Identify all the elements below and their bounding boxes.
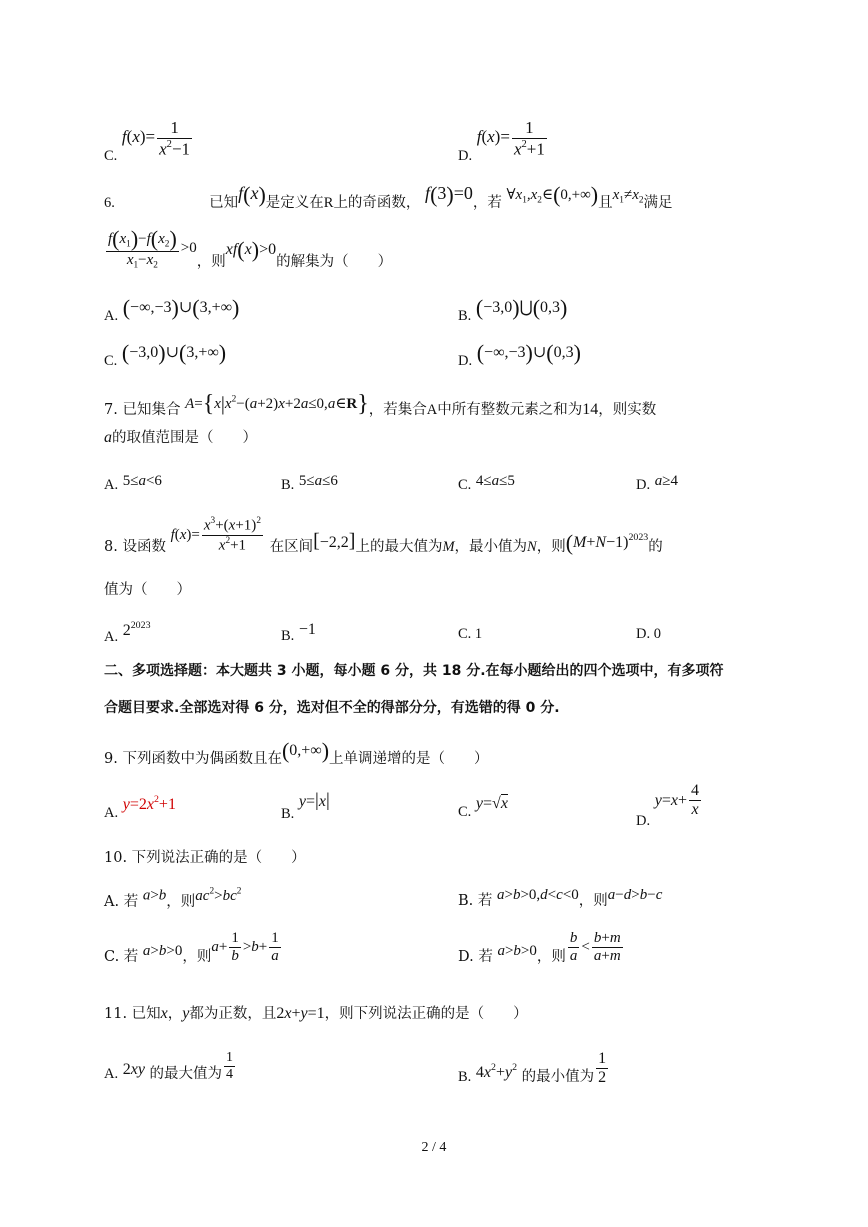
q11-stem <box>104 1004 528 1023</box>
q8-text-2: 上的最大值为 <box>355 538 443 555</box>
q7-stem-line2 <box>104 428 257 447</box>
q6-text-3: 上的奇函数， <box>333 195 421 211</box>
q10-c-label: C. 若 <box>104 949 139 966</box>
q11-y: y <box>182 1005 190 1022</box>
q9-stem-2: 上单调递增的是（ ） <box>329 751 489 767</box>
q10-option-b[interactable] <box>458 886 663 909</box>
q10-b-label: B. 若 <box>458 893 493 909</box>
q9-option-b[interactable] <box>281 790 330 822</box>
q8-a-formula: $2^{2023}$ <box>122 620 151 639</box>
q9-option-a[interactable] <box>104 790 176 821</box>
q6-text-2: 是定义在 <box>265 195 324 211</box>
q6-text-4: ，若 <box>472 195 502 211</box>
q10-a-conclusion: $ac^2>bc^2$ <box>195 886 242 904</box>
q7-option-a[interactable] <box>104 472 162 493</box>
q8-N: N <box>527 538 537 555</box>
q6-d-formula: (−∞,−3)∪(0,3) <box>476 340 581 365</box>
q7-c-label: C. <box>458 477 472 493</box>
q7-c-formula: 4≤a≤5 <box>475 473 515 489</box>
q7-a-var: a <box>104 429 112 446</box>
q6-neq: $x_1\ne x_2$ <box>612 187 644 206</box>
q7-text-2: 中所有整数元素之和为 <box>437 402 583 418</box>
q11-b-text: 的最小值为 <box>521 1068 595 1085</box>
q11-a-value: $\frac{1}{4}$ <box>226 1050 234 1083</box>
q7-stem-line1 <box>104 390 656 419</box>
q11-option-a[interactable] <box>104 1050 237 1083</box>
q10-d-conclusion: $\frac{b}{a}$ < $\frac{b+m}{a+m}$ <box>569 930 621 965</box>
q8-expression: $(M+N-1)^{2023}$ <box>565 529 649 555</box>
q7-text-3: ，则实数 <box>598 402 657 418</box>
q11-constraint: 2x+y=1 <box>276 1005 325 1022</box>
q8-d-label: D. 0 <box>636 626 661 642</box>
q11-b-label: B. <box>458 1068 472 1085</box>
q11-stem-3: 都为正数，且 <box>189 1006 277 1022</box>
q6-c-formula: (−3,0)∪(3,+∞) <box>121 340 227 365</box>
q11-a-text: 的最大值为 <box>149 1065 223 1082</box>
q9-option-c[interactable] <box>458 790 508 820</box>
q11-a-expression: 2xy <box>122 1060 145 1078</box>
q6-text-5: 且 <box>598 195 613 211</box>
q7-text-4: 的取值范围是（ ） <box>112 430 257 446</box>
q7-set: $A=\{x|x^2-(a+2)x+2a\le 0,a\in R\}$ <box>185 391 369 417</box>
q7-a-formula: 5≤a<6 <box>122 473 162 489</box>
q6-fraction: $\frac{f(x_1)-f(x_2)}{x_1-x_2}$ >0 <box>108 226 197 271</box>
q8-option-a[interactable] <box>104 620 151 645</box>
q6-option-c[interactable] <box>104 340 227 369</box>
q5-d-label: D. <box>458 148 473 165</box>
q8-text-5: 的 <box>648 538 663 555</box>
q9-stem <box>104 738 489 767</box>
q8-option-c[interactable] <box>458 626 482 643</box>
q6-text-7: ，则 <box>196 254 226 271</box>
q8-text-3: ，最小值为 <box>454 538 528 555</box>
q7-b-label: B. <box>281 477 295 493</box>
q6-forall: $\forall x_1,x_2\in(0,+\infty)$ <box>506 182 599 207</box>
q9-stem-1: 9. 下列函数中为偶函数且在 <box>104 751 282 767</box>
q9-a-label: A. <box>104 804 119 821</box>
q6-text-1: 已知 <box>209 195 239 211</box>
q7-fourteen: 14 <box>582 401 599 418</box>
q6-f3: f(3)=0 <box>425 182 473 207</box>
q6-stem-line2 <box>104 226 392 271</box>
q6-fx: f(x) <box>238 182 266 207</box>
q6-text-8: 的解集为（ ） <box>276 254 393 271</box>
q6-text-6: 满足 <box>643 195 673 211</box>
q10-a-condition: a>b <box>142 887 167 904</box>
q7-A: A <box>426 402 438 418</box>
section2-heading-line1: 二、多项选择题：本大题共 3 小题，每小题 6 分，共 18 分.在每小题给出的四个选项中，有多项符 <box>104 663 724 679</box>
q5-option-c <box>104 118 194 165</box>
q7-a-label: A. <box>104 477 119 493</box>
q11-x: x <box>160 1005 168 1022</box>
q6-xfx: xf(x)>0 <box>225 237 277 263</box>
q6-option-b[interactable] <box>458 295 568 324</box>
q10-a-label: A. 若 <box>104 893 139 910</box>
q10-option-c[interactable] <box>104 930 283 966</box>
q7-option-d[interactable] <box>636 472 678 493</box>
q9-c-label: C. <box>458 804 472 820</box>
q10-a-mid: ，则 <box>166 893 196 910</box>
q6-c-label: C. <box>104 353 118 369</box>
q9-d-label: D. <box>636 812 651 829</box>
q10-c-conclusion: a+ $\frac{1}{b}$ >b+ $\frac{1}{a}$ <box>211 930 279 965</box>
q8-stem-line1 <box>104 516 663 555</box>
q8-option-d[interactable] <box>636 626 661 643</box>
q6-stem-line1 <box>104 182 673 211</box>
q10-option-d[interactable] <box>458 930 625 966</box>
q5-c-formula: f(x)= $\frac{1}{x^2-1}$ <box>121 118 191 158</box>
q10-d-mid: ，则 <box>536 949 566 966</box>
q7-number: 7. 已知集合 <box>104 402 181 418</box>
q10-c-condition: a>b>0 <box>142 943 183 960</box>
q8-a-label: A. <box>104 628 119 645</box>
q9-option-d[interactable] <box>636 782 703 829</box>
q10-option-a[interactable] <box>104 886 242 910</box>
q6-option-a[interactable] <box>104 295 240 324</box>
q5-option-d <box>458 118 549 165</box>
q11-b-value: $\frac{1}{2}$ <box>598 1050 607 1087</box>
q9-b-label: B. <box>281 806 295 822</box>
q10-stem: 10. 下列说法正确的是（ ） <box>104 850 306 866</box>
q6-d-label: D. <box>458 353 473 369</box>
q7-d-label: D. <box>636 477 651 493</box>
q10-d-label: D. 若 <box>458 949 493 966</box>
section2-heading-line2: 合题目要求.全部选对得 6 分，选对但不全的得部分分，有选错的得 0 分. <box>104 700 560 716</box>
q11-stem-1: 11. 已知 <box>104 1006 161 1022</box>
q9-c-formula: y=√x <box>475 795 508 812</box>
q7-d-formula: a≥4 <box>654 473 678 489</box>
q9-a-formula: $y=2x^2+1$ <box>122 794 176 813</box>
q11-stem-2: ， <box>167 1006 183 1022</box>
q9-interval: (0,+∞) <box>281 738 330 763</box>
q7-option-c[interactable] <box>458 472 515 493</box>
q6-b-formula: (−3,0)⋃(0,3) <box>475 295 568 320</box>
q6-R: R <box>323 195 334 211</box>
q8-M: M <box>442 538 455 555</box>
q6-a-formula: (−∞,−3)∪(3,+∞) <box>122 295 240 320</box>
q8-number: 8. 设函数 <box>104 538 166 555</box>
q11-stem-4: ，则下列说法正确的是（ ） <box>324 1006 528 1022</box>
q8-text-6: 值为（ ） <box>104 582 191 598</box>
q7-b-formula: 5≤a≤6 <box>298 473 338 489</box>
q11-b-expression: $4x^2+y^2$ <box>475 1061 518 1081</box>
q9-d-formula: y=x+ $\frac{4}{x}$ <box>654 782 699 819</box>
q10-c-mid: ，则 <box>182 949 212 966</box>
q7-text-1: ，若集合 <box>368 402 427 418</box>
q7-option-b[interactable] <box>281 472 338 493</box>
q6-option-d[interactable] <box>458 340 581 369</box>
q5-c-label: C. <box>104 148 118 165</box>
q8-option-b[interactable] <box>281 620 316 644</box>
q11-option-b[interactable] <box>458 1050 610 1088</box>
q8-c-label: C. 1 <box>458 626 483 642</box>
q5-d-formula: f(x)= $\frac{1}{x^2+1}$ <box>476 118 545 158</box>
q6-b-label: B. <box>458 308 472 324</box>
page-number: 2 / 4 <box>421 1140 447 1155</box>
q10-b-conclusion: a−d>b−c <box>607 887 663 903</box>
q6-a-label: A. <box>104 308 119 324</box>
q6-number: 6. <box>104 195 115 211</box>
q10-d-condition: a>b>0 <box>497 943 537 960</box>
q10-b-mid: ，则 <box>578 893 608 909</box>
q10-b-condition: a>b>0,d<c<0 <box>496 887 579 903</box>
q9-b-formula: y=|x| <box>298 790 330 811</box>
q11-a-label: A. <box>104 1065 119 1082</box>
q8-b-label: B. <box>281 628 295 644</box>
q8-function: f(x)= $\frac{x^3+(x+1)^2}{x^2+1}$ <box>170 516 261 554</box>
q8-b-formula: −1 <box>298 621 316 638</box>
q8-stem-line2 <box>104 582 191 599</box>
q8-text-4: ，则 <box>536 538 566 555</box>
q8-interval: [−2,2] <box>313 529 356 552</box>
q8-text-1: 在区间 <box>269 538 314 555</box>
